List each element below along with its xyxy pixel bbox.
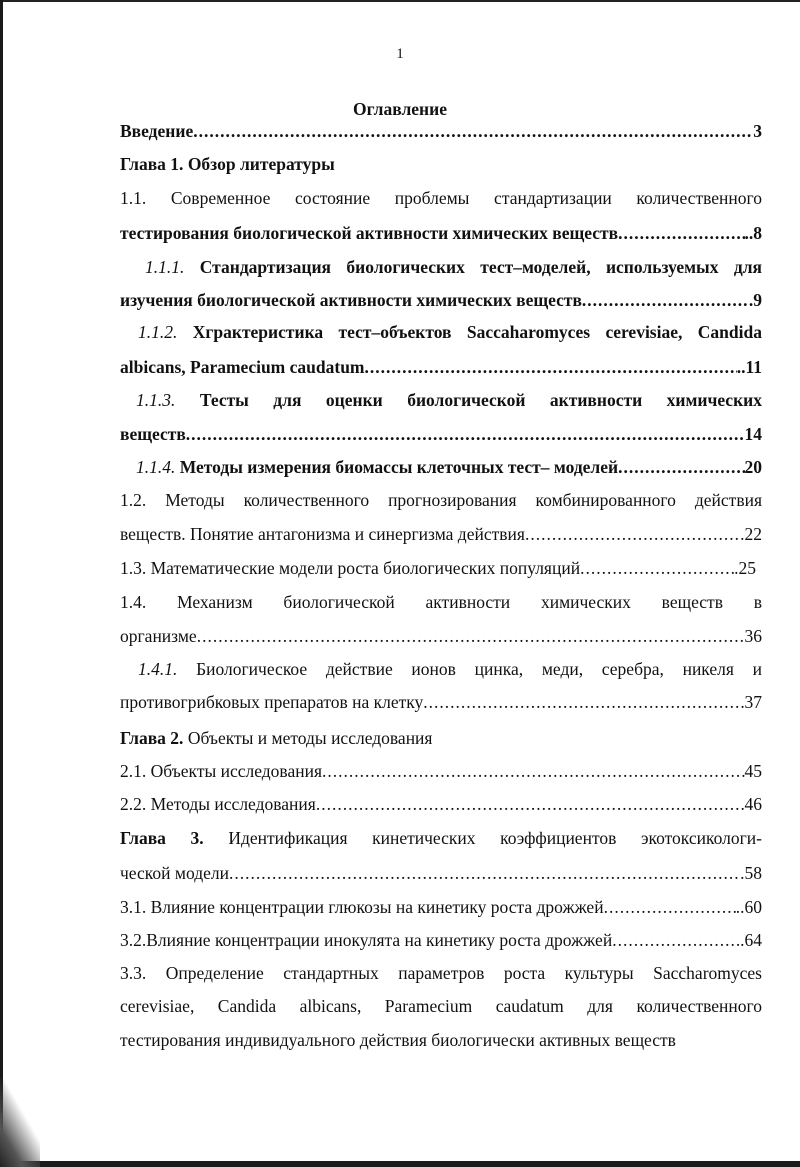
toc-entry-1-4-1-line2[interactable]: противогрибковых препаратов на клетку ..... 37 <box>120 691 762 713</box>
toc-entry-1-1-line2[interactable]: тестирования биологической активности химических веществ ..... ..8 <box>120 222 762 244</box>
chapter-label: Глава 3. <box>120 828 204 848</box>
page-edge-top <box>0 0 800 2</box>
chapter-title: Объекты и методы исследования <box>183 728 433 748</box>
page-edge-bottom <box>0 1161 800 1167</box>
toc-entry-1-1-line1[interactable]: 1.1. Современное состояние проблемы стандартизации количественного <box>120 188 762 208</box>
entry-page: 3 <box>753 121 762 141</box>
chapter-label: Глава 1. <box>120 154 184 174</box>
toc-title: Оглавление <box>353 99 447 119</box>
toc-entry-1-1-1-line2[interactable]: изучения биологической активности химических веществ ..... .9 <box>120 289 762 311</box>
page-edge-left <box>0 0 3 1167</box>
toc-entry-3-3-line2[interactable]: cerevisiae, Candida albicans, Paramecium caudatum для количественного <box>120 996 762 1016</box>
chapter-title: Обзор литературы <box>183 154 335 174</box>
scan-shadow <box>0 1077 40 1167</box>
toc-entry-1-4-line1[interactable]: 1.4. Механизм биологической активности химических веществ в <box>120 592 762 612</box>
toc-entry-1-4-1-line1[interactable]: 1.4.1. Биологическое действие ионов цинка, меди, серебра, никеля и <box>138 659 762 679</box>
chapter-label: Глава 2. <box>120 728 184 748</box>
toc-entry-1-1-3-line2[interactable]: веществ ..... 14 <box>120 423 762 445</box>
toc-chapter-3-line2[interactable]: ческой модели ..... .58 <box>120 862 762 884</box>
toc-entry-1-4-line2[interactable]: организме ..... 36 <box>120 625 762 647</box>
toc-entry-2-2[interactable]: 2.2. Методы исследования ..... 46 <box>120 793 762 815</box>
toc-entry-2-1[interactable]: 2.1. Объекты исследования ..... 45 <box>120 760 762 782</box>
toc-entry-intro[interactable] <box>120 120 762 142</box>
entry-label: Введение <box>120 121 194 141</box>
toc-entry-1-2-line2[interactable]: веществ. Понятие антагонизма и синергизма действия ..... .22 <box>120 523 762 545</box>
toc-entry-1-1-2-line1[interactable]: 1.1.2. Хграктеристика тест–объектов Saccaharomyces cerevisiae, Candida <box>138 322 762 342</box>
toc-entry-3-1[interactable]: 3.1. Влияние концентрации глюкозы на кинетику роста дрожжей ..... ..60 <box>120 896 762 918</box>
toc-entry-1-1-3-line1[interactable]: 1.1.3. Тесты для оценки биологической активности химических <box>136 390 762 410</box>
toc-entry-1-1-4[interactable]: 1.1.4. Методы измерения биомассы клеточных тест– моделей ..... 20 <box>136 456 762 478</box>
toc-entry-3-3-line1[interactable]: 3.3. Определение стандартных параметров роста культуры Saccharomyces <box>120 963 762 983</box>
toc-entry-3-2[interactable]: 3.2.Влияние концентрации инокулята на кинетику роста дрожжей ..... .64 <box>120 929 762 951</box>
toc-chapter-2[interactable] <box>120 727 762 749</box>
toc-chapter-1[interactable] <box>120 153 762 175</box>
toc-entry-1-1-2-line2[interactable]: albicans, Paramecium caudatum ..... ..11 <box>120 356 762 378</box>
toc-entry-1-2-line1[interactable]: 1.2. Методы количественного прогнозирования комбинированного действия <box>120 490 762 510</box>
toc-entry-1-1-1-line1[interactable]: 1.1.1. Стандартизация биологических тест–моделей, используемых для <box>145 257 762 277</box>
toc-entry-3-3-line3[interactable]: тестирования индивидуального действия биологически активных веществ <box>120 1030 676 1050</box>
page-number: 1 <box>396 46 404 62</box>
toc-chapter-3-line1[interactable]: Глава 3. Идентификация кинетических коэффициентов экотоксикологи- <box>120 828 762 848</box>
toc-entry-1-3[interactable]: 1.3. Математические модели роста биологических популяций ..... .25 <box>120 557 756 579</box>
